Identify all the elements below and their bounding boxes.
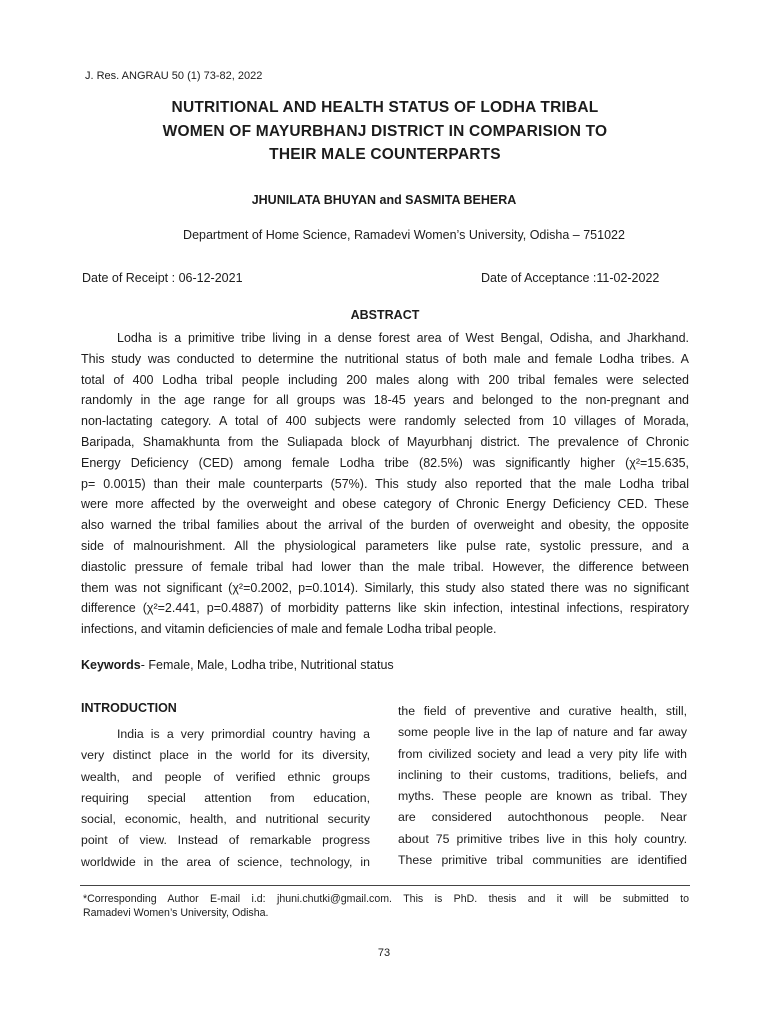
- paper-title: [60, 96, 710, 167]
- affiliation: Department of Home Science, Ramadevi Women’s University, Odisha – 751022: [183, 228, 625, 242]
- abstract-line: were more affected by the overweight and obese category of Chronic Energy Deficiency CED. These: [81, 497, 689, 512]
- intro-line: some people live in the lap of nature and far away: [398, 725, 687, 740]
- abstract-line: Energy Deficiency (CED) among female Lodha tribe (82.5%) was significantly higher (χ²=15.635,: [81, 455, 689, 470]
- intro-line: social, economic, health, and nutritional security: [81, 812, 370, 827]
- intro-line: from civilized society and lead a very pity life with: [398, 746, 687, 761]
- abstract-line: Baripada, Shamakhunta from the Suliapada block of Mayurbhanj district. The prevalence of Chronic: [81, 434, 689, 449]
- keywords-label: Keywords: [81, 658, 141, 672]
- intro-line: the field of preventive and curative health, still,: [398, 704, 687, 718]
- title-line: THEIR MALE COUNTERPARTS: [269, 146, 501, 163]
- intro-line: myths. These people are known as tribal. They: [398, 789, 687, 804]
- introduction-heading: INTRODUCTION: [81, 701, 177, 715]
- date-of-acceptance: Date of Acceptance :11-02-2022: [481, 271, 660, 285]
- title-line: NUTRITIONAL AND HEALTH STATUS OF LODHA TRIBAL: [171, 99, 599, 116]
- abstract-line: infections, and vitamin deficiencies of male and female Lodha tribal people.: [81, 622, 497, 637]
- abstract-body: [81, 328, 689, 640]
- footnote-line: Ramadevi Women’s University, Odisha.: [83, 907, 269, 919]
- intro-line: requiring special attention from education,: [81, 790, 370, 805]
- abstract-line: total of 400 Lodha tribal people including 200 males along with 200 tribal females were selected: [81, 372, 689, 387]
- intro-line: These primitive tribal communities are identified: [398, 853, 687, 868]
- intro-line: wealth, and people of verified ethnic groups: [81, 769, 370, 784]
- abstract-line: side of malnourishment. All the physiological parameters like pulse rate, systolic pressure, and a: [81, 538, 689, 553]
- abstract-line: difference (χ²=2.441, p=0.4887) of morbidity patterns like skin infection, intestinal infections, respiratory: [81, 601, 689, 616]
- footnote: [83, 892, 689, 920]
- journal-reference: J. Res. ANGRAU 50 (1) 73-82, 2022: [85, 70, 263, 82]
- footnote-line: *Corresponding Author E-mail i.d: jhuni.chutki@gmail.com. This is PhD. thesis and it will be submitted to: [83, 893, 689, 905]
- abstract-line: randomly in the age range for all groups was 18-45 years and belonged to the non-pregnant and: [81, 393, 689, 408]
- intro-line: about 75 primitive tribes live in this holy country.: [398, 831, 687, 846]
- abstract-line: p= 0.0015) than their male counterparts (57%). This study also reported that the male Lodha tribal: [81, 476, 689, 491]
- introduction-left-column: [81, 724, 370, 873]
- intro-line: inclining to their customs, traditions, beliefs, and: [398, 767, 687, 782]
- keywords-text: - Female, Male, Lodha tribe, Nutritional status: [140, 658, 394, 672]
- authors: JHUNILATA BHUYAN and SASMITA BEHERA: [251, 193, 517, 207]
- intro-line: point of view. Instead of remarkable progress: [81, 833, 370, 848]
- intro-line: India is a very primordial country having a: [117, 727, 370, 741]
- abstract-line: This study was conducted to determine the nutritional status of both male and female Lodha tribes. A: [81, 351, 689, 366]
- date-of-receipt: Date of Receipt : 06-12-2021: [82, 271, 243, 285]
- intro-line: are considered autochthonous people. Near: [398, 810, 687, 825]
- introduction-right-column: [398, 701, 687, 871]
- abstract-heading: ABSTRACT: [350, 308, 420, 322]
- abstract-line: them was not significant (χ²=0.2002, p=0.1014). Similarly, this study also stated there was no significant: [81, 580, 689, 595]
- keywords: [81, 658, 394, 672]
- footnote-divider: [80, 885, 690, 886]
- abstract-line: diastolic pressure of female tribal had lower than the male tribal. However, the difference between: [81, 559, 689, 574]
- abstract-line: non-lactating category. A total of 400 subjects were randomly selected from 10 villages of Morada,: [81, 414, 689, 429]
- title-line: WOMEN OF MAYURBHANJ DISTRICT IN COMPARISION TO: [162, 122, 608, 140]
- intro-line: worldwide in the area of science, technology, in: [81, 854, 370, 869]
- page-number: 73: [377, 947, 391, 959]
- intro-line: very distinct place in the world for its diversity,: [81, 748, 370, 763]
- abstract-line: also warned the tribal families about the arrival of the burden of overweight and obesity, the opposite: [81, 518, 689, 533]
- abstract-line: Lodha is a primitive tribe living in a dense forest area of West Bengal, Odisha, and Jharkhand.: [117, 331, 689, 345]
